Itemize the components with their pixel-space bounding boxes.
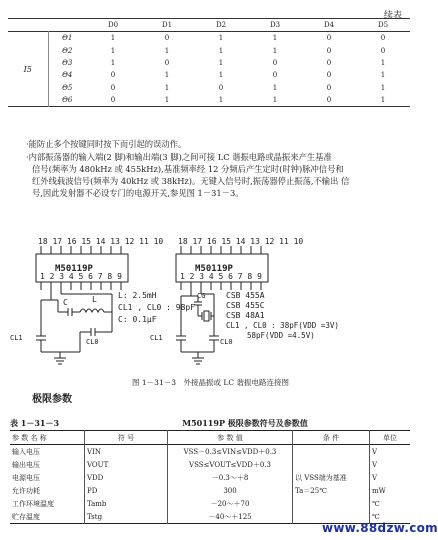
crystal-symbol <box>204 311 209 321</box>
bullet-paragraph <box>26 138 414 150</box>
spec-cl: CL1 , CL0 : 98pF <box>118 303 196 312</box>
cell: 0 <box>110 83 116 92</box>
cell: 输出电压 <box>12 460 40 469</box>
table-row <box>10 471 410 484</box>
label-l: L <box>92 295 97 304</box>
label-c: C <box>63 298 68 307</box>
cell: 0 <box>164 34 170 43</box>
continuation-label: 续表 <box>384 11 403 21</box>
limits-table-header <box>10 431 410 445</box>
cell: V <box>370 471 411 484</box>
cell: 电源电压 <box>12 473 40 482</box>
header-cell: 参 数 名 称 <box>12 433 47 442</box>
cell: 1 <box>380 59 386 68</box>
truth-table-header <box>8 19 410 32</box>
cell: 0 <box>326 46 332 55</box>
left-circuit <box>10 237 195 364</box>
cell: 1 <box>272 34 278 43</box>
cell: ℃ <box>370 510 411 524</box>
spec-c: C: 0.1μF <box>118 315 157 324</box>
cell: 1 <box>110 46 116 55</box>
cell: VDD <box>85 471 168 484</box>
row-label: Θ4 <box>62 71 73 80</box>
cell: 1 <box>164 95 170 104</box>
bullet-paragraph <box>26 151 414 199</box>
bullet-text: ·能防止多个按键同时按下而引起的误动作。 <box>26 139 187 149</box>
cell: VSS≤VOUT≤VDD＋0.3 <box>168 458 293 471</box>
cell: 0 <box>326 95 332 104</box>
cell: VIN <box>85 445 168 459</box>
row-label: Θ2 <box>62 46 73 55</box>
col-d2: D2 <box>215 21 227 30</box>
table-row <box>8 57 410 69</box>
cell: VSS－0.3≤VIN≤VDD＋0.3 <box>168 445 293 459</box>
cell: 1 <box>110 34 116 43</box>
cell: VOUT <box>85 458 168 471</box>
cell <box>293 497 370 510</box>
cell: 1 <box>164 71 170 80</box>
row-label: Θ6 <box>62 95 73 104</box>
cell: 1 <box>218 34 224 43</box>
label-cg: CG <box>197 292 206 300</box>
cell: mW <box>370 484 411 497</box>
col-d3: D3 <box>269 21 281 30</box>
header-cell: 条 件 <box>293 431 370 445</box>
cell: 1 <box>164 46 170 55</box>
table-row <box>10 497 410 510</box>
table-title: M50119P 极限参数符号及参数值 <box>182 418 308 428</box>
row-label: Θ1 <box>62 34 73 43</box>
table-row <box>8 45 410 57</box>
cell: 1 <box>272 46 278 55</box>
spec-csb455c: CSB 455C <box>226 301 265 310</box>
table-row <box>8 81 410 93</box>
label-cl1: CL1 <box>150 334 163 342</box>
cell: 300 <box>168 484 293 497</box>
row-label: Θ3 <box>62 59 73 68</box>
limits-table <box>10 430 410 524</box>
section-title: 极限参数 <box>32 394 72 405</box>
cell: 0 <box>326 71 332 80</box>
table-row <box>10 484 410 497</box>
cell: V <box>370 445 411 459</box>
cell: 0 <box>272 71 278 80</box>
spec-l: L: 2.5mH <box>118 291 157 300</box>
col-d4: D4 <box>323 21 335 30</box>
watermark-link[interactable]: www.88dzw.com <box>322 521 438 535</box>
label-cl0: CL0 <box>86 338 99 346</box>
cell: 0 <box>380 34 386 43</box>
label-cl1: CL1 <box>10 334 23 342</box>
cell: 0 <box>272 59 278 68</box>
cell: 1 <box>272 83 278 92</box>
table-number: 表 1－31－3 <box>10 418 60 428</box>
cell: 0 <box>110 95 116 104</box>
cell: 1 <box>218 59 224 68</box>
bullet-text: 信号(频率为 480kHz 或 455kHz),基准频率经 12 分频后产生定时(时钟)脉冲信号和 <box>32 164 344 174</box>
cell: 1 <box>380 71 386 80</box>
cell: 1 <box>218 95 224 104</box>
cell: 工作环境温度 <box>12 499 54 508</box>
cell: 0 <box>326 34 332 43</box>
cell: 1 <box>272 95 278 104</box>
cell: 1 <box>218 46 224 55</box>
cell: 以 VSS端为基准 <box>293 471 370 484</box>
cell: 1 <box>164 83 170 92</box>
cell: －20～＋70 <box>168 497 293 510</box>
inductor-symbol <box>80 309 104 312</box>
cell: 1 <box>380 95 386 104</box>
cell: PD <box>85 484 168 497</box>
pins-top-label: 18 17 16 15 14 13 12 11 10 <box>178 237 304 246</box>
cell: ℃ <box>370 497 411 510</box>
cell: 0 <box>326 83 332 92</box>
truth-table <box>8 18 410 107</box>
pins-bottom-label: 1 2 3 4 5 6 7 8 9 <box>180 272 262 281</box>
chip-label: M50119P <box>195 264 233 274</box>
table-row <box>10 458 410 471</box>
cell: 0 <box>380 46 386 55</box>
figure-caption: 图 1－31－3 外接晶振或 LC 谐振电路连接图 <box>132 378 289 387</box>
cell: 0 <box>218 83 224 92</box>
spec-csb48a1: CSB 48A1 <box>226 311 265 320</box>
cell: 0 <box>110 71 116 80</box>
bullet-text: 红外线载波信号(频率为 40kHz 或 38kHz)。无键入信号时,振荡器停止振荡,不输出 信 <box>32 176 350 186</box>
bullet-text: ·内部振荡器的输入端(2 脚)和输出端(3 脚)之间可接 LC 谐振电路或晶振来产生基准 <box>26 152 332 162</box>
table-row <box>10 445 410 459</box>
cell <box>293 458 370 471</box>
cell: Tamb <box>85 497 168 510</box>
table-row <box>8 69 410 81</box>
pins-top-label: 18 17 16 15 14 13 12 11 10 <box>38 237 164 246</box>
pins-bottom-label: 1 2 3 4 5 6 7 8 9 <box>40 272 122 281</box>
cell: 0 <box>326 59 332 68</box>
row-label: Θ5 <box>62 83 73 92</box>
table-row <box>8 32 410 45</box>
cell: 1 <box>110 59 116 68</box>
cell: 0 <box>164 59 170 68</box>
cell: 贮存温度 <box>12 512 40 521</box>
right-circuit <box>150 237 339 364</box>
header-cell: 符 号 <box>85 431 168 445</box>
col-d5: D5 <box>377 21 389 30</box>
bullet-text: 号,因此发射器不必设专门的电源开关,参见图 1－31－3。 <box>32 188 244 198</box>
col-d0: D0 <box>107 21 119 30</box>
header-cell: 单位 <box>370 431 411 445</box>
label-cl0: CL0 <box>220 338 233 346</box>
table-row <box>8 94 410 107</box>
cell: Tstg <box>85 510 168 524</box>
group-label: I5 <box>8 32 48 107</box>
cell: Ta＝25℃ <box>293 484 370 497</box>
cell: 输入电压 <box>12 447 40 456</box>
cell: 允许功耗 <box>12 486 40 495</box>
col-d1: D1 <box>161 21 173 30</box>
circuit-diagram <box>0 232 421 372</box>
cell <box>293 445 370 459</box>
cell: 1 <box>380 83 386 92</box>
chip-label: M50119P <box>55 264 93 274</box>
cell: －40～＋125 <box>168 510 293 524</box>
cell: 1 <box>218 71 224 80</box>
header-cell: 参 数 值 <box>168 431 293 445</box>
spec-csb455a: CSB 455A <box>226 291 265 300</box>
cell: V <box>370 458 411 471</box>
cell: －0.3～＋8 <box>168 471 293 484</box>
spec-cl-45v: 58pF(VDD =4.5V) <box>247 331 315 340</box>
spec-cl-3v: CL1 , CL0 : 38pF(VDD =3V) <box>226 321 339 330</box>
